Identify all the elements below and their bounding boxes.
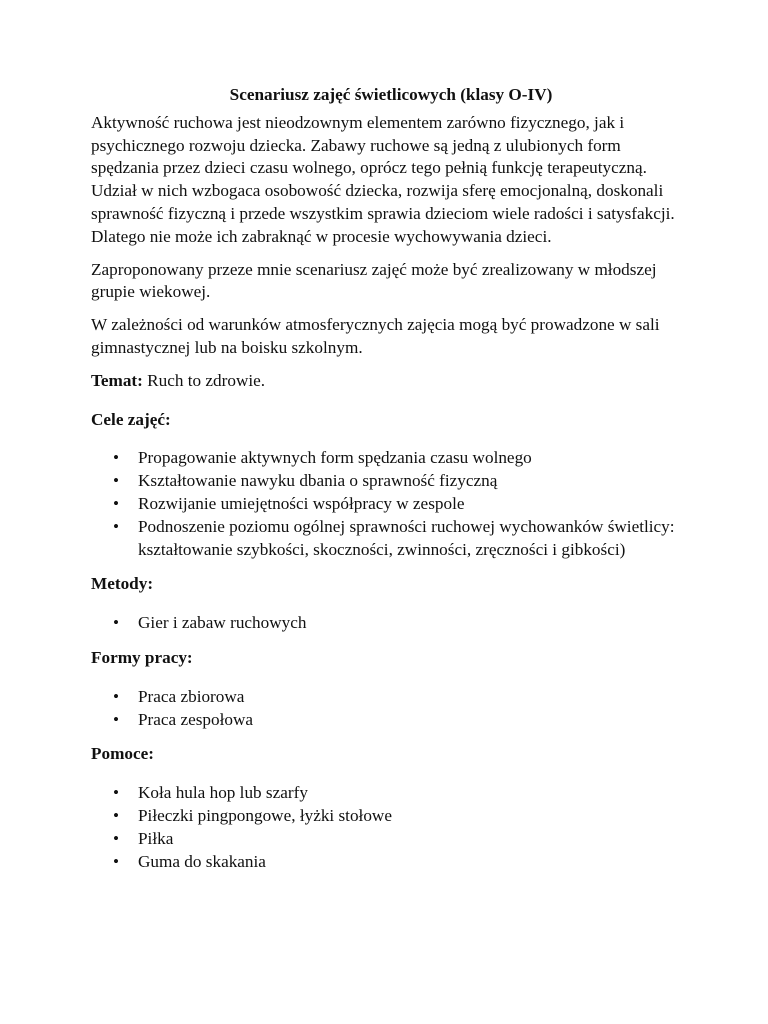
document-content [91,84,691,885]
list-item-text: Kształtowanie nawyku dbania o sprawność fizyczną [138,471,498,491]
list-item [91,516,691,562]
intro-paragraph: Aktywność ruchowa jest nieodzownym elementem zarówno fizycznego, jak i psychicznego rozwoju dziecka. Zabawy ruchowe są jedną z ulubionych form spędzania przez dzieci czasu wolnego, oprócz tego pełnią funkcję terapeutyczną. Udział w nich wzbogaca osobowość dziecka, rozwija sferę emocjonalną, doskonali sprawność fizyczną i przede wszystkim sprawia dzieciom wiele radości i satysfakcji. Dlatego nie może ich zabraknąć w procesie wychowywania dzieci. [91,112,675,246]
document-title: Scenariusz zajęć świetlicowych (klasy O-IV) [229,85,553,104]
list-item-text: Propagowanie aktywnych form spędzania czasu wolnego [138,448,532,468]
list-item [91,851,691,874]
bullet-icon: • [113,709,120,729]
list-item [91,493,691,516]
bullet-icon: • [113,783,120,803]
list-item-text: Piłeczki pingpongowe, łyżki stołowe [138,805,392,825]
list-item-text: Podnoszenie poziomu ogólnej sprawności ruchowej wychowanków świetlicy: kształtowanie szybkości, skoczności, zwinności, zręczności i gibkości) [138,516,675,559]
topic-value: Ruch to zdrowie. [147,370,266,390]
list-item [91,470,691,493]
bullet-icon: • [113,686,120,706]
list-item [91,805,691,828]
bullet-icon: • [113,471,120,491]
bullet-icon: • [113,828,120,848]
goals-list [91,447,691,561]
bullet-icon: • [113,448,120,468]
list-item [91,686,691,709]
bullet-icon: • [113,493,120,513]
forms-heading: Formy pracy: [91,647,193,667]
topic-label: Temat: [91,370,143,390]
list-item-text: Rozwijanie umiejętności współpracy w zespole [138,493,465,513]
list-item-text: Praca zespołowa [138,709,254,729]
aids-list [91,782,691,873]
list-item [91,612,691,635]
list-item-text: Praca zbiorowa [138,686,245,706]
topic-line [91,370,691,393]
bullet-icon: • [113,805,120,825]
conditions-paragraph: W zależności od warunków atmosferycznych zajęcia mogą być prowadzone w sali gimnastycznej lub na boisku szkolnym. [91,315,660,357]
list-item [91,828,691,851]
list-item [91,709,691,732]
list-item-text: Koła hula hop lub szarfy [138,783,308,803]
proposal-paragraph: Zaproponowany przeze mnie scenariusz zajęć może być zrealizowany w młodszej grupie wiekowej. [91,259,657,302]
list-item-text: Gier i zabaw ruchowych [138,613,307,633]
list-item-text: Piłka [138,828,174,848]
methods-list [91,612,691,635]
list-item [91,782,691,805]
list-item-text: Guma do skakania [138,851,266,871]
methods-heading: Metody: [91,574,154,594]
forms-list [91,686,691,732]
bullet-icon: • [113,851,120,871]
goals-heading: Cele zajęć: [91,409,171,429]
bullet-icon: • [113,613,120,633]
bullet-icon: • [113,516,120,536]
aids-heading: Pomoce: [91,744,154,764]
list-item [91,447,691,470]
